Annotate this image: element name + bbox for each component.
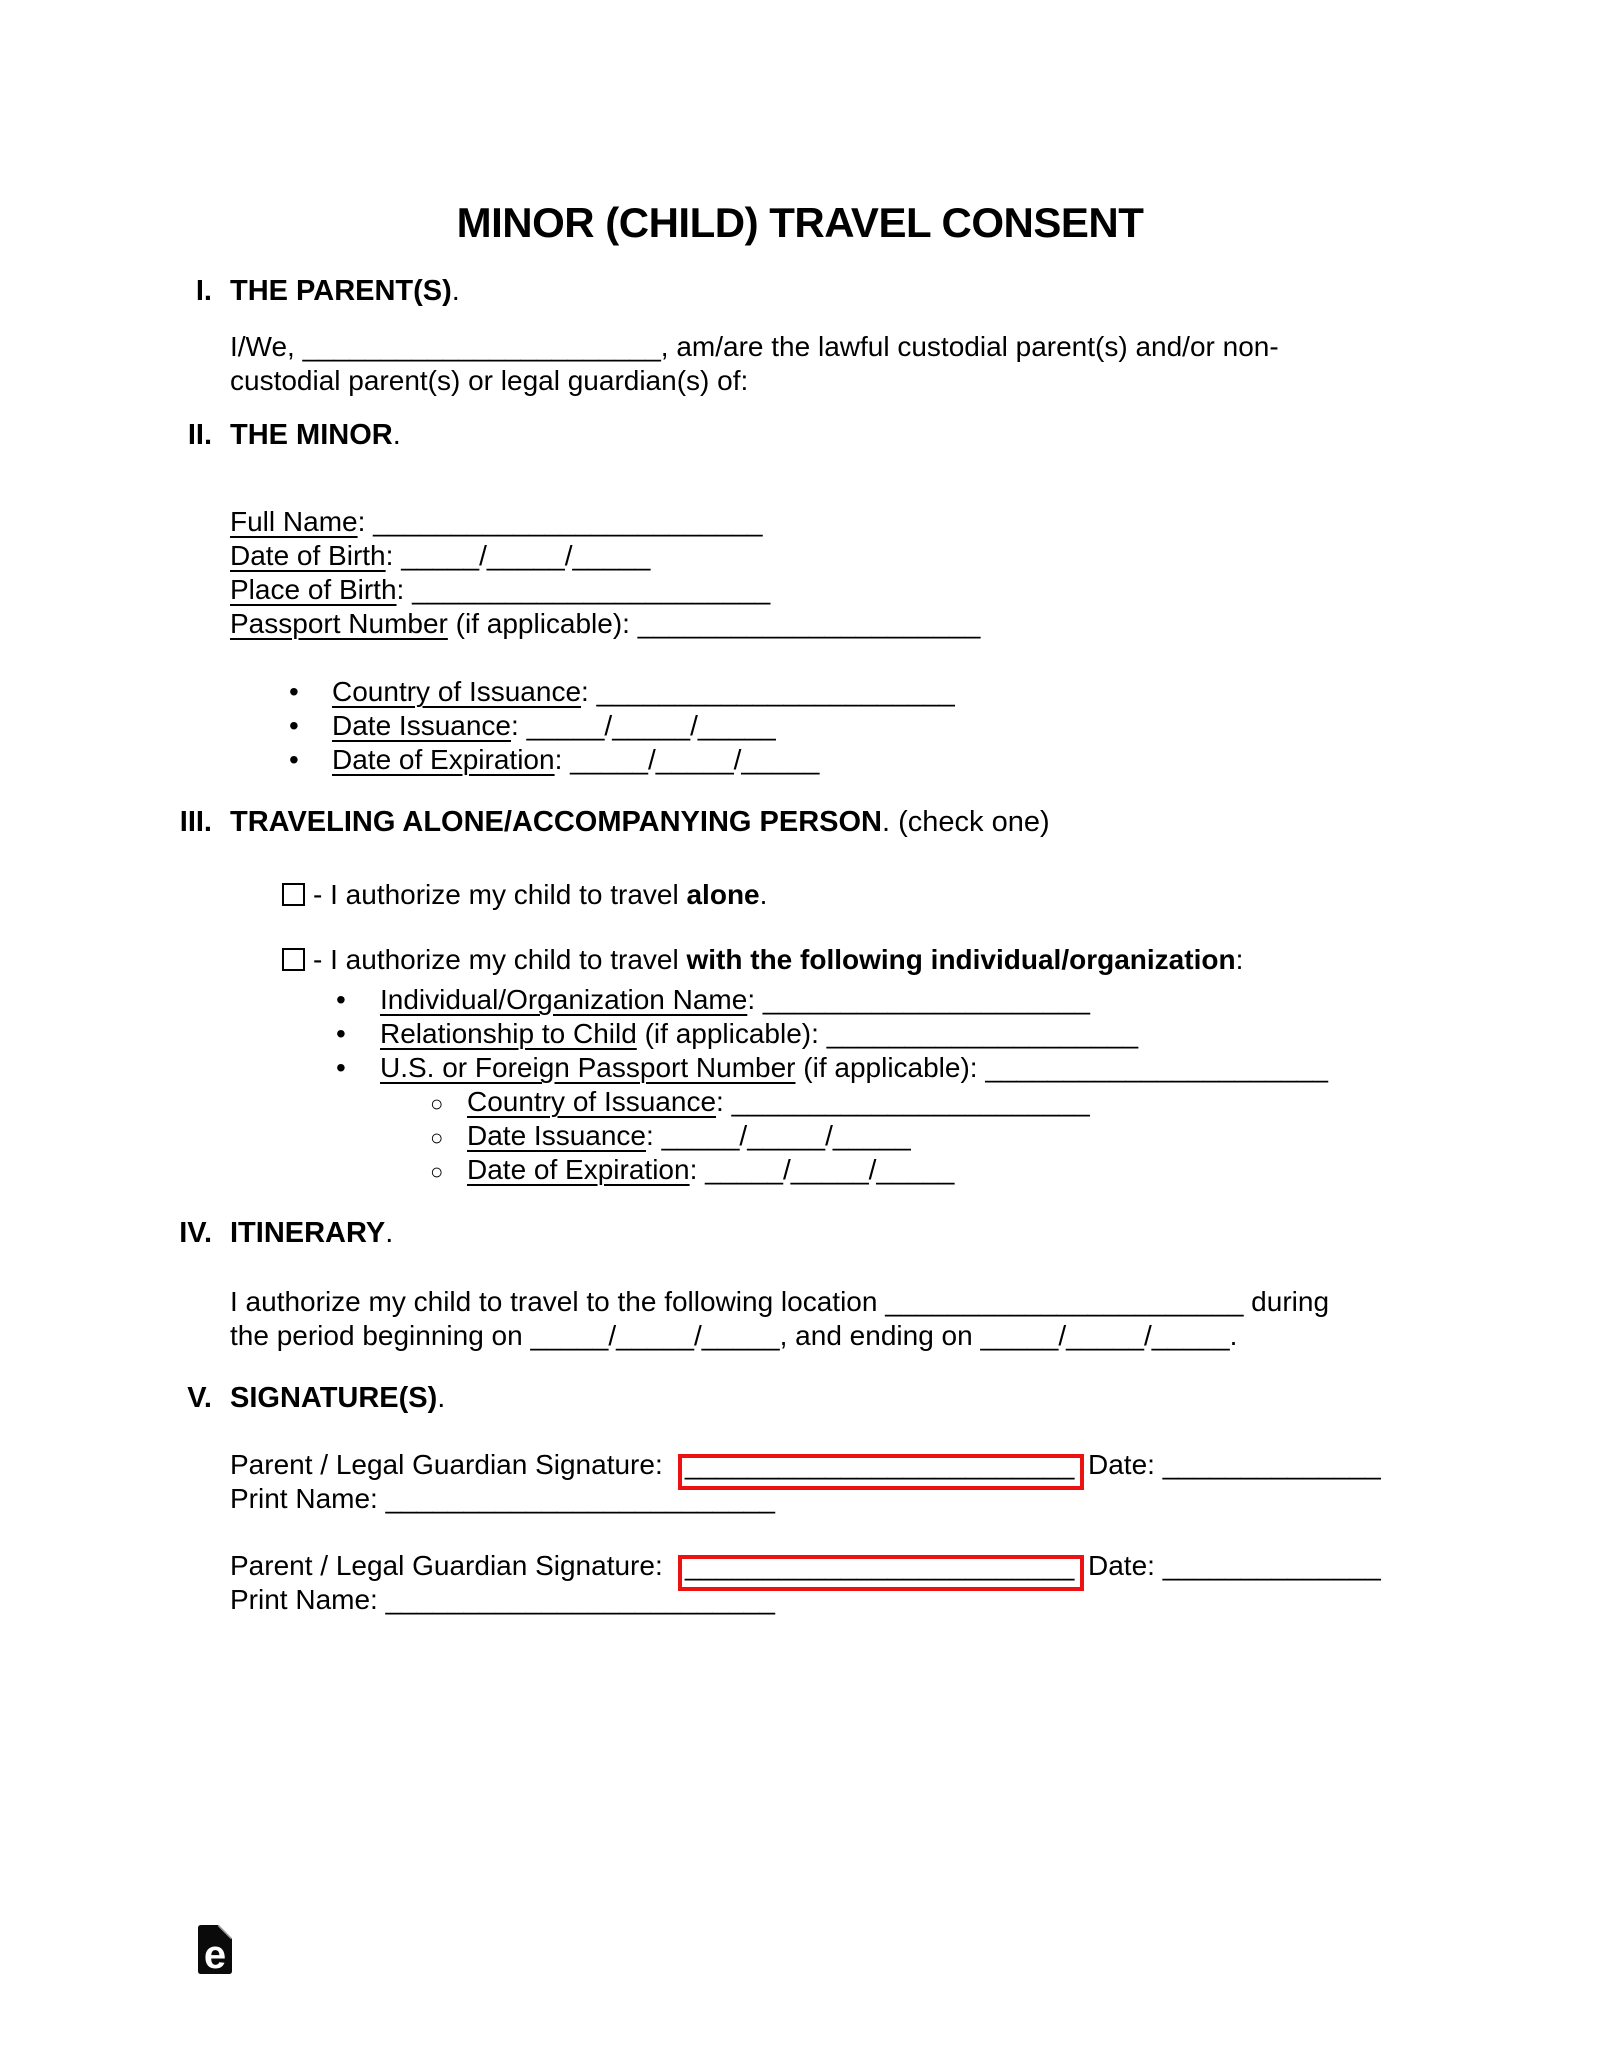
us-foreign-passport-sep: (if applicable): — [795, 1052, 986, 1083]
companion-country-issuance-blank: _______________________ — [731, 1086, 1090, 1117]
companion-date-issuance-sep: : — [646, 1120, 662, 1151]
check1-dash: - — [313, 879, 331, 910]
check2-text: I authorize my child to travel — [330, 944, 687, 975]
bullet-icon: • — [336, 984, 346, 1015]
signature-2-date-group — [1088, 1549, 1381, 1583]
check1-end: . — [759, 879, 768, 910]
eforms-logo — [198, 1925, 232, 1974]
print-name-2-label: Print Name: — [230, 1584, 386, 1615]
section-3-heading — [158, 805, 1050, 839]
companion-date-issuance-label: Date Issuance — [467, 1120, 646, 1151]
companion-country-issuance-label: Country of Issuance — [467, 1086, 717, 1117]
country-issuance-blank: _______________________ — [596, 676, 955, 707]
itinerary-period-end: . — [1229, 1320, 1238, 1351]
circle-bullet-icon: ○ — [430, 1091, 444, 1116]
section-3-number: III. — [179, 806, 212, 838]
relationship-label: Relationship to Child — [380, 1018, 637, 1049]
itinerary-begin-date-blank: _____/_____/_____ — [530, 1320, 780, 1351]
relationship-row — [336, 1017, 1138, 1051]
dob-sep: : — [385, 540, 402, 571]
companion-country-issuance-sep: : — [716, 1086, 732, 1117]
date-expiration-blank: _____/_____/_____ — [570, 744, 820, 775]
travel-alone-checkbox[interactable] — [282, 883, 305, 906]
us-foreign-passport-row — [336, 1051, 1328, 1085]
itinerary-line-1 — [230, 1285, 1329, 1319]
pob-label: Place of Birth — [230, 574, 397, 605]
date-issuance-sep: : — [511, 710, 527, 741]
passport-sep: (if applicable): — [447, 608, 638, 639]
parents-text-prefix: I/We, — [230, 331, 303, 362]
bullet-icon: • — [289, 676, 299, 707]
signature-1-blank: _________________________ — [685, 1454, 1075, 1480]
org-name-row — [336, 983, 1090, 1017]
travel-accompanied-option — [282, 943, 1243, 977]
section-2-number: II. — [187, 419, 212, 451]
date-1-label: Date: — [1088, 1449, 1163, 1480]
section-2-title: THE MINOR — [230, 419, 393, 451]
signature-2-label: Parent / Legal Guardian Signature: — [230, 1550, 663, 1581]
page-title: MINOR (CHILD) TRAVEL CONSENT — [456, 199, 1144, 246]
travel-alone-option — [282, 878, 767, 912]
dob-blank: _____/_____/_____ — [401, 540, 651, 571]
itinerary-location-blank: _______________________ — [885, 1286, 1244, 1317]
print-name-1-label: Print Name: — [230, 1483, 386, 1514]
minor-full-name-row — [230, 505, 762, 539]
circle-bullet-icon: ○ — [430, 1125, 444, 1150]
itinerary-line-2 — [230, 1319, 1237, 1353]
print-name-row-1 — [230, 1482, 775, 1516]
companion-country-issuance-row — [430, 1085, 1090, 1121]
section-2-period: . — [392, 419, 401, 451]
minor-date-issuance-row — [289, 709, 776, 743]
parents-text-suffix: , am/are the lawful custodial parent(s) and/or non- — [660, 331, 1279, 362]
itinerary-prefix: I authorize my child to travel to the following location — [230, 1286, 886, 1317]
companion-date-expiration-blank: _____/_____/_____ — [705, 1154, 955, 1185]
check1-bold: alone — [686, 879, 760, 910]
passport-blank: ______________________ — [637, 608, 981, 639]
section-1-title: THE PARENT(S) — [230, 275, 452, 307]
date-2-label: Date: — [1088, 1550, 1163, 1581]
check1-text: I authorize my child to travel — [330, 879, 687, 910]
section-1-number: I. — [195, 275, 212, 307]
parents-name-blank: _______________________ — [302, 331, 661, 362]
bullet-icon: • — [289, 710, 299, 741]
org-name-sep: : — [747, 984, 763, 1015]
signature-row-2 — [230, 1549, 1430, 1583]
date-2-blank: ______________ — [1162, 1550, 1381, 1581]
companion-date-expiration-sep: : — [689, 1154, 706, 1185]
passport-label: Passport Number — [230, 608, 448, 639]
check2-dash: - — [313, 944, 331, 975]
section-4-number: IV. — [179, 1217, 212, 1249]
section-5-heading — [158, 1381, 445, 1415]
section-5-number: V. — [187, 1382, 212, 1414]
bullet-icon: • — [289, 744, 299, 775]
section-3-period: . — [882, 806, 899, 838]
bullet-icon: • — [336, 1018, 346, 1049]
companion-date-issuance-row — [430, 1119, 911, 1155]
section-5-period: . — [437, 1382, 446, 1414]
signature-2-blank: _________________________ — [685, 1555, 1075, 1581]
us-foreign-passport-label: U.S. or Foreign Passport Number — [380, 1052, 796, 1083]
minor-pob-row — [230, 573, 770, 607]
itinerary-suffix: during — [1243, 1286, 1330, 1317]
travel-accompanied-checkbox[interactable] — [282, 948, 305, 971]
check2-end: : — [1235, 944, 1244, 975]
date-1-blank: ______________ — [1162, 1449, 1381, 1480]
date-expiration-sep: : — [554, 744, 571, 775]
section-2-heading — [158, 418, 401, 452]
section-4-title: ITINERARY — [230, 1217, 386, 1249]
signature-row-1 — [230, 1448, 1430, 1482]
section-4-period: . — [385, 1217, 394, 1249]
dob-label: Date of Birth — [230, 540, 386, 571]
itinerary-end-date-blank: _____/_____/_____ — [980, 1320, 1230, 1351]
section-4-heading — [158, 1216, 393, 1250]
minor-passport-row — [230, 607, 980, 641]
check2-bold: with the following individual/organization — [686, 944, 1236, 975]
country-issuance-label: Country of Issuance — [332, 676, 582, 707]
date-issuance-blank: _____/_____/_____ — [526, 710, 776, 741]
bullet-icon: • — [336, 1052, 346, 1083]
print-name-1-blank: _________________________ — [385, 1483, 775, 1514]
parents-paragraph-line-1 — [230, 330, 1279, 364]
minor-dob-row — [230, 539, 650, 573]
logo-letter: e — [203, 1933, 227, 1974]
print-name-row-2 — [230, 1583, 775, 1617]
companion-date-expiration-label: Date of Expiration — [467, 1154, 690, 1185]
companion-date-expiration-row — [430, 1153, 954, 1189]
section-1-period: . — [451, 275, 460, 307]
date-expiration-label: Date of Expiration — [332, 744, 555, 775]
pob-blank: _______________________ — [412, 574, 771, 605]
itinerary-period-prefix: the period beginning on — [230, 1320, 531, 1351]
section-1-heading — [158, 274, 460, 308]
org-name-blank: _____________________ — [762, 984, 1090, 1015]
pob-sep: : — [396, 574, 413, 605]
companion-date-issuance-blank: _____/_____/_____ — [661, 1120, 911, 1151]
date-issuance-label: Date Issuance — [332, 710, 511, 741]
signature-1-date-group — [1088, 1448, 1381, 1482]
parents-paragraph-line-2 — [230, 364, 748, 398]
signature-1-label: Parent / Legal Guardian Signature: — [230, 1449, 663, 1480]
section-3-note: (check one) — [898, 806, 1050, 838]
itinerary-mid-text: , and ending on — [779, 1320, 981, 1351]
parents-text-line-2: custodial parent(s) or legal guardian(s) of: — [230, 365, 749, 396]
relationship-sep: (if applicable): — [636, 1018, 827, 1049]
minor-country-issuance-row — [289, 675, 955, 709]
print-name-2-blank: _________________________ — [385, 1584, 775, 1615]
org-name-label: Individual/Organization Name — [380, 984, 748, 1015]
full-name-sep: : — [357, 506, 374, 537]
relationship-blank: ____________________ — [826, 1018, 1139, 1049]
full-name-label: Full Name — [230, 506, 358, 537]
country-issuance-sep: : — [581, 676, 597, 707]
section-5-title: SIGNATURE(S) — [230, 1382, 438, 1414]
section-3-title: TRAVELING ALONE/ACCOMPANYING PERSON — [230, 806, 882, 838]
circle-bullet-icon: ○ — [430, 1159, 444, 1184]
full-name-blank: _________________________ — [373, 506, 763, 537]
minor-date-expiration-row — [289, 743, 819, 777]
us-foreign-passport-blank: ______________________ — [985, 1052, 1328, 1083]
